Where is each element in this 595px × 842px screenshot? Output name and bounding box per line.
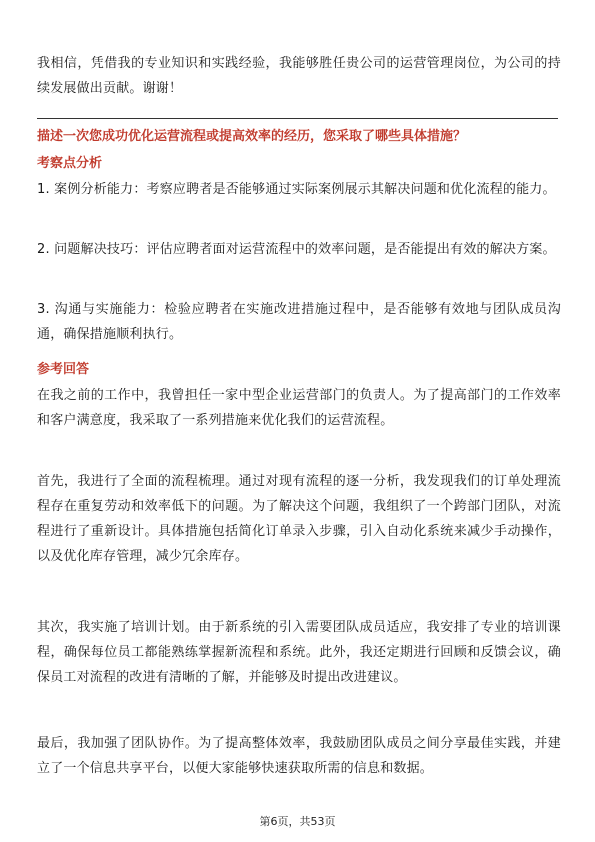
reference-paragraph: 在我之前的工作中，我曾担任一家中型企业运营部门的负责人。为了提高部门的工作效率和客户满意度，我采取了一系列措施来优化我们的运营流程。 <box>37 388 561 428</box>
question-heading: 描述一次您成功优化运营流程或提高效率的经历，您采取了哪些具体措施？ <box>37 129 467 144</box>
reference-paragraph: 最后，我加强了团队协作。为了提高整体效率，我鼓励团队成员之间分享最佳实践，并建立了一个信息共享平台，以便大家能够快速获取所需的信息和数据。 <box>37 736 561 776</box>
reference-paragraph: 其次，我实施了培训计划。由于新系统的引入需要团队成员适应，我安排了专业的培训课程，确保每位员工都能熟练掌握新流程和系统。此外，我还定期进行回顾和反馈会议，确保员工对流程的改进有清晰的了解，并能够及时提出改进建议。 <box>37 620 561 685</box>
reference-heading: 参考回答 <box>37 362 90 377</box>
analysis-item: 2. 问题解决技巧：评估应聘者面对运营流程中的效率问题，是否能提出有效的解决方案。 <box>37 242 556 257</box>
reference-paragraph: 首先，我进行了全面的流程梳理。通过对现有流程的逐一分析，我发现我们的订单处理流程存在重复劳动和效率低下的问题。为了解决这个问题，我组织了一个跨部门团队，对流程进行了重新设计。具体措施包括简化订单录入步骤，引入自动化系统来减少手动操作，以及优化库存管理，减少冗余库存。 <box>37 474 561 564</box>
page-number: 第6页，共53页 <box>259 815 336 828</box>
analysis-heading: 考察点分析 <box>37 156 103 171</box>
intro-paragraph: 我相信，凭借我的专业知识和实践经验，我能够胜任贵公司的运营管理岗位，为公司的持续发展做出贡献。谢谢！ <box>37 56 561 96</box>
analysis-item: 3. 沟通与实施能力：检验应聘者在实施改进措施过程中，是否能够有效地与团队成员沟通，确保措施顺利执行。 <box>37 302 561 342</box>
section-divider <box>37 118 558 119</box>
analysis-item: 1. 案例分析能力：考察应聘者是否能够通过实际案例展示其解决问题和优化流程的能力。 <box>37 182 556 197</box>
